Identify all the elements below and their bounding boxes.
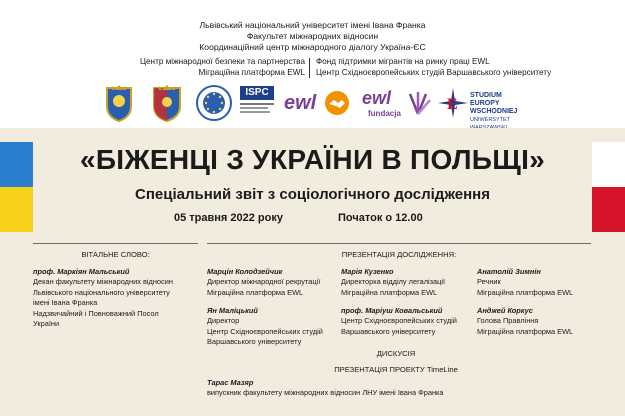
speaker-card — [207, 267, 337, 298]
ewl-logo — [284, 84, 354, 122]
org-line-university: Львівський національний університет імені Івана Франка — [199, 20, 426, 30]
presentation-divider — [207, 243, 591, 244]
welcome-speaker-name: проф. Маркіян Мальський — [33, 267, 130, 276]
partner-eastern-studies: Центр Східноєвропейських студій Варшавського університету — [316, 68, 552, 77]
welcome-divider — [33, 243, 198, 244]
speaker-role: Центр Східноєвропейських студій — [341, 316, 457, 326]
studium-logo — [438, 84, 548, 122]
org-line-center: Координаційний центр міжнародного діалогу Україна-ЄС — [199, 42, 426, 52]
speaker-role: Директор міжнародної рекрутації — [207, 277, 321, 287]
speaker-name: Марцін Колодзейчик — [207, 267, 283, 276]
welcome-speaker-role: України — [33, 319, 60, 329]
speaker-role: Директор — [207, 316, 240, 326]
speaker-card — [207, 306, 337, 348]
speaker-card — [341, 306, 471, 337]
final-speaker-role: випускник факультету міжнародних відносин ЛНУ імені Івана Франка — [207, 388, 444, 398]
speaker-role: Міграційна платформа EWL — [477, 326, 574, 336]
partner-ewl-platform: Міграційна платформа EWL — [198, 68, 305, 77]
org-line-faculty: Факультет міжнародних відносин — [246, 31, 379, 41]
final-speaker-name: Тарас Мазяр — [207, 378, 254, 387]
speaker-card — [341, 267, 471, 298]
speaker-role: Голова Правління — [477, 316, 539, 326]
speaker-role: Директорка відділу легалізації — [341, 277, 446, 287]
presentation-heading: ПРЕЗЕНТАЦІЯ ДОСЛІДЖЕННЯ: — [341, 250, 457, 259]
studium-line-2: EUROPY WSCHODNIEJ — [470, 100, 518, 115]
eu-dialogue-round-logo — [195, 84, 233, 122]
final-speaker — [207, 378, 467, 399]
welcome-speaker-role: Надзвичайний і Повноважний Посол — [33, 308, 159, 318]
faculty-crest-logo — [150, 84, 184, 122]
speaker-card — [477, 267, 592, 298]
studium-star-icon — [438, 88, 468, 118]
university-crest-logo — [104, 84, 134, 122]
speaker-name: проф. Маріуш Ковальський — [341, 306, 443, 315]
speaker-role: Міграційна платформа EWL — [207, 287, 304, 297]
studium-line-3: UNIWERSYTET — [470, 117, 510, 123]
speaker-name: Марія Кузенко — [341, 267, 394, 276]
fundacja-flower-icon — [404, 90, 432, 116]
speaker-role: Міграційна платформа EWL — [477, 287, 574, 297]
speaker-role: Речник — [477, 277, 501, 287]
svg-text:E: E — [447, 96, 458, 113]
handshake-icon — [324, 90, 350, 116]
header — [0, 0, 625, 128]
ewl-fundacja-main-text: ewl — [362, 88, 392, 108]
ewl-fundacja-sub-text: fundacja — [368, 109, 401, 118]
welcome-speaker-role: імені Івана Франка — [33, 298, 98, 308]
logo-row — [0, 84, 625, 124]
welcome-speaker-role: Декан факультету міжнародних відносин — [33, 277, 173, 287]
welcome-heading: ВІТАЛЬНЕ СЛОВО: — [81, 250, 150, 259]
speaker-role: Варшавського університету — [207, 337, 302, 347]
event-subtitle: Спеціальний звіт з соціологічного дослідження — [135, 186, 490, 203]
event-title: «БІЖЕНЦІ З УКРАЇНИ В ПОЛЬЩІ» — [79, 144, 546, 175]
speaker-name: Ян Маліцький — [207, 306, 258, 315]
event-start-time: Початок о 12.00 — [338, 212, 423, 224]
speaker-role: Міграційна платформа EWL — [341, 287, 438, 297]
ispc-logo-text: ISPC — [240, 86, 274, 100]
partners-divider — [309, 58, 310, 78]
event-date: 05 травня 2022 року — [174, 212, 283, 224]
partner-security-center: Центр міжнародної безпеки та партнерства — [139, 57, 305, 66]
speaker-name: Анатолій Зимнін — [477, 267, 541, 276]
partner-ewl-fund: Фонд підтримки мігрантів на ринку праці EWL — [316, 57, 490, 66]
speaker-role: Варшавського університету — [341, 326, 436, 336]
ewl-fundacja-logo — [362, 84, 434, 122]
welcome-speaker — [33, 267, 203, 329]
poland-flag — [592, 142, 625, 232]
ukraine-flag — [0, 142, 33, 232]
ewl-logo-text: ewl — [284, 92, 317, 114]
ispc-logo — [240, 84, 278, 122]
speaker-name: Анджей Коркус — [477, 306, 533, 315]
studium-line-1: STUDIUM — [470, 92, 502, 99]
partners-left — [140, 56, 305, 78]
discussion-label: ДИСКУСІЯ — [376, 349, 416, 358]
partners-right — [316, 56, 551, 78]
speaker-role: Центр Східноєвропейських студій — [207, 326, 323, 336]
welcome-speaker-role: Львівського національного університету — [33, 287, 170, 297]
timeline-project-label: ПРЕЗЕНТАЦІЯ ПРОЕКТУ TimeLine — [334, 365, 458, 374]
speaker-card — [477, 306, 592, 337]
